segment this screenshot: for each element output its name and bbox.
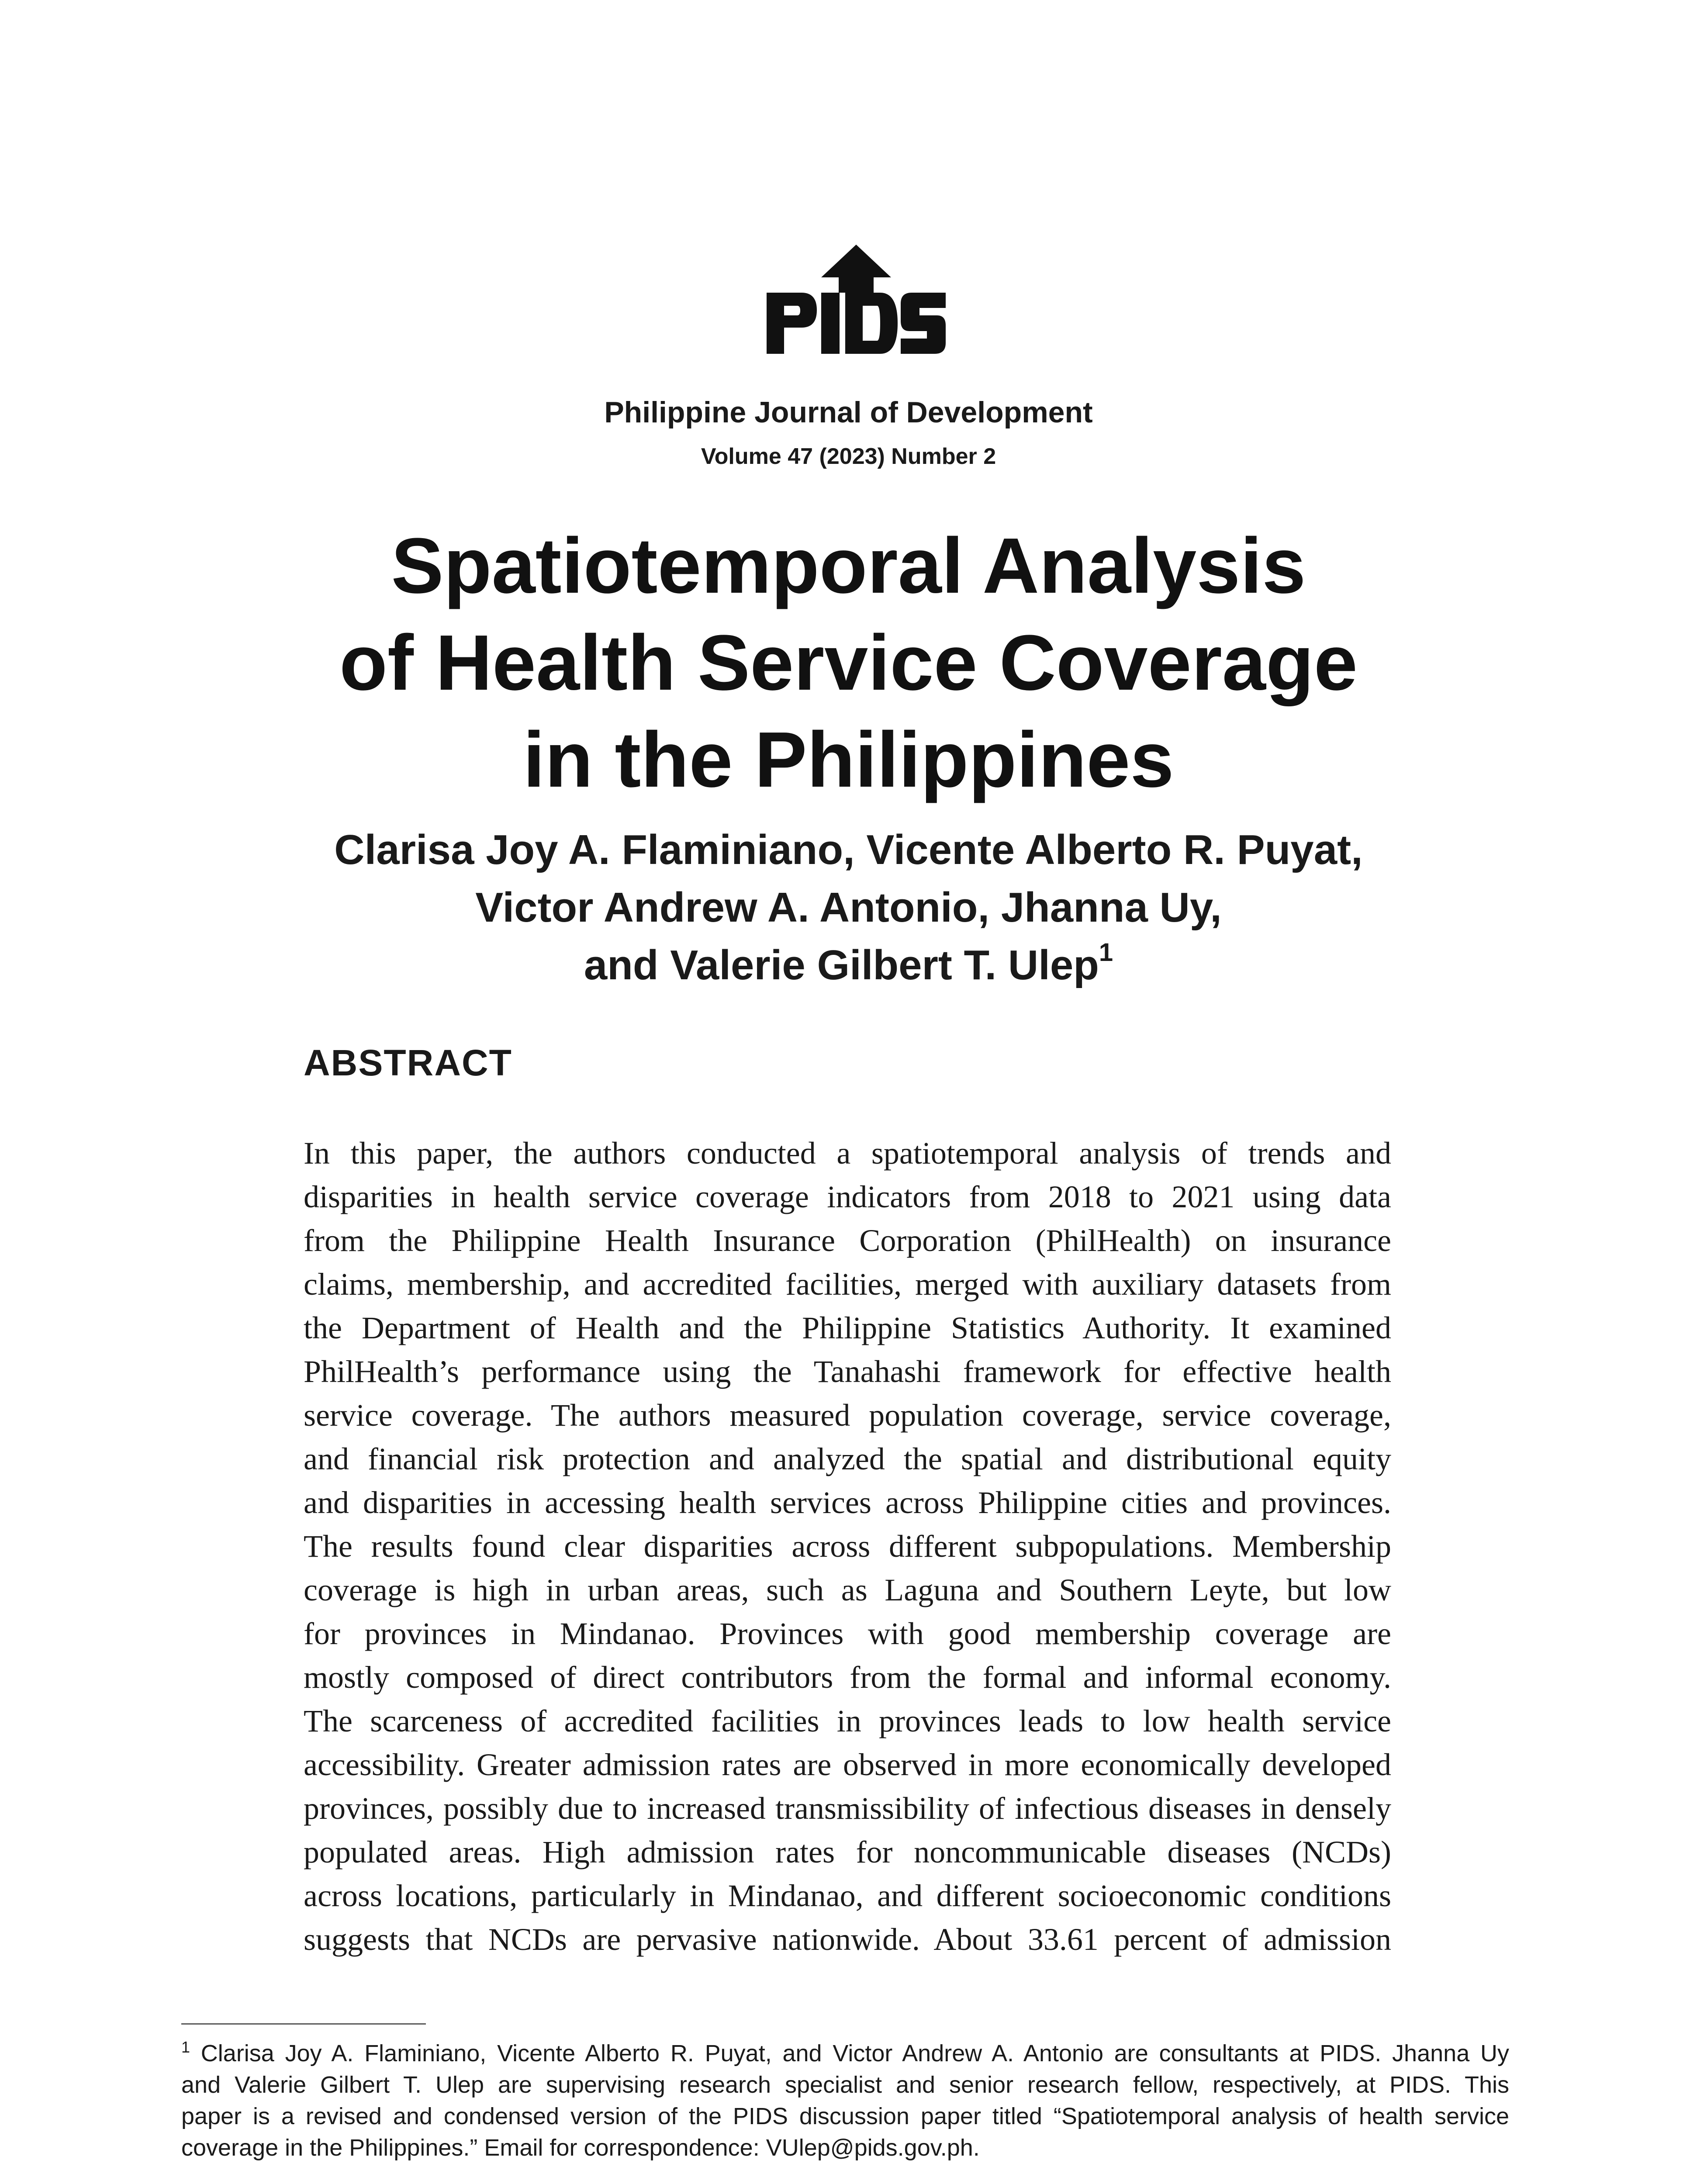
footnote-line: paper is a revised and condensed version of the PIDS discussion paper titled “Spatiotemporal analysis of health service [181, 2103, 1509, 2129]
paper-title [0, 518, 1697, 809]
footnote [181, 2038, 1509, 2163]
abstract-line: The results found clear disparities across different subpopulations. Membership [304, 1529, 1391, 1564]
footnote-marker: 1 [181, 2038, 190, 2056]
footnote-line-text: Clarisa Joy A. Flaminiano, Vicente Alberto R. Puyat, and Victor Andrew A. Antonio are consultants at PIDS. Jhanna Uy [200, 2040, 1509, 2067]
journal-issue: Volume 47 (2023) Number 2 [701, 444, 996, 469]
footnote-line: coverage in the Philippines.” Email for correspondence: VUlep@pids.gov.ph. [181, 2135, 980, 2161]
abstract-line: and financial risk protection and analyzed the spatial and distributional equity [304, 1441, 1391, 1476]
author-line: Victor Andrew A. Antonio, Jhanna Uy, [475, 884, 1222, 931]
abstract-heading: ABSTRACT [304, 1042, 512, 1083]
abstract-line: The scarceness of accredited facilities in provinces leads to low health service [304, 1704, 1391, 1738]
title-line: Spatiotemporal Analysis [391, 522, 1306, 610]
footnote-line: and Valerie Gilbert T. Ulep are supervising research specialist and senior research fellow, respectively, at PIDS. This [181, 2072, 1509, 2098]
abstract-line: mostly composed of direct contributors from the formal and informal economy. [304, 1660, 1391, 1695]
abstract-line: and disparities in accessing health services across Philippine cities and provinces. [304, 1485, 1391, 1520]
author-line-text: and Valerie Gilbert T. Ulep [584, 942, 1099, 988]
abstract-line: suggests that NCDs are pervasive nationwide. About 33.61 percent of admission [304, 1922, 1391, 1957]
author-line: Clarisa Joy A. Flaminiano, Vicente Alberto R. Puyat, [334, 826, 1363, 873]
abstract-line: for provinces in Mindanao. Provinces with good membership coverage are [304, 1616, 1391, 1651]
abstract-line: disparities in health service coverage indicators from 2018 to 2021 using data [304, 1179, 1391, 1214]
author-line [0, 936, 1697, 994]
pids-arrow-logo [821, 245, 891, 293]
abstract-line: provinces, possibly due to increased transmissibility of infectious diseases in densely [304, 1791, 1391, 1826]
abstract-line: populated areas. High admission rates for noncommunicable diseases (NCDs) [304, 1835, 1391, 1870]
abstract-line: PhilHealth’s performance using the Tanahashi framework for effective health [304, 1354, 1391, 1389]
footnote-marker[interactable]: 1 [1099, 938, 1113, 967]
journal-name: Philippine Journal of Development [604, 396, 1093, 429]
abstract-line: coverage is high in urban areas, such as Laguna and Southern Leyte, but low [304, 1572, 1391, 1607]
footnote-divider [181, 2023, 426, 2025]
footnote-line [181, 2038, 1509, 2069]
abstract-line: from the Philippine Health Insurance Corporation (PhilHealth) on insurance [304, 1223, 1391, 1258]
pids-logo [764, 245, 948, 358]
abstract-line: claims, membership, and accredited facilities, merged with auxiliary datasets from [304, 1267, 1391, 1302]
abstract-body [304, 1131, 1391, 1961]
author-list [0, 821, 1697, 994]
abstract-line: the Department of Health and the Philippine Statistics Authority. It examined [304, 1310, 1391, 1345]
title-line: of Health Service Coverage [339, 619, 1358, 707]
abstract-line: across locations, particularly in Mindanao, and different socioeconomic conditions [304, 1878, 1391, 1913]
abstract-line: In this paper, the authors conducted a spatiotemporal analysis of trends and [304, 1136, 1391, 1171]
abstract-line: service coverage. The authors measured population coverage, service coverage, [304, 1398, 1391, 1433]
abstract-line: accessibility. Greater admission rates are observed in more economically developed [304, 1747, 1391, 1782]
title-line: in the Philippines [523, 716, 1174, 804]
